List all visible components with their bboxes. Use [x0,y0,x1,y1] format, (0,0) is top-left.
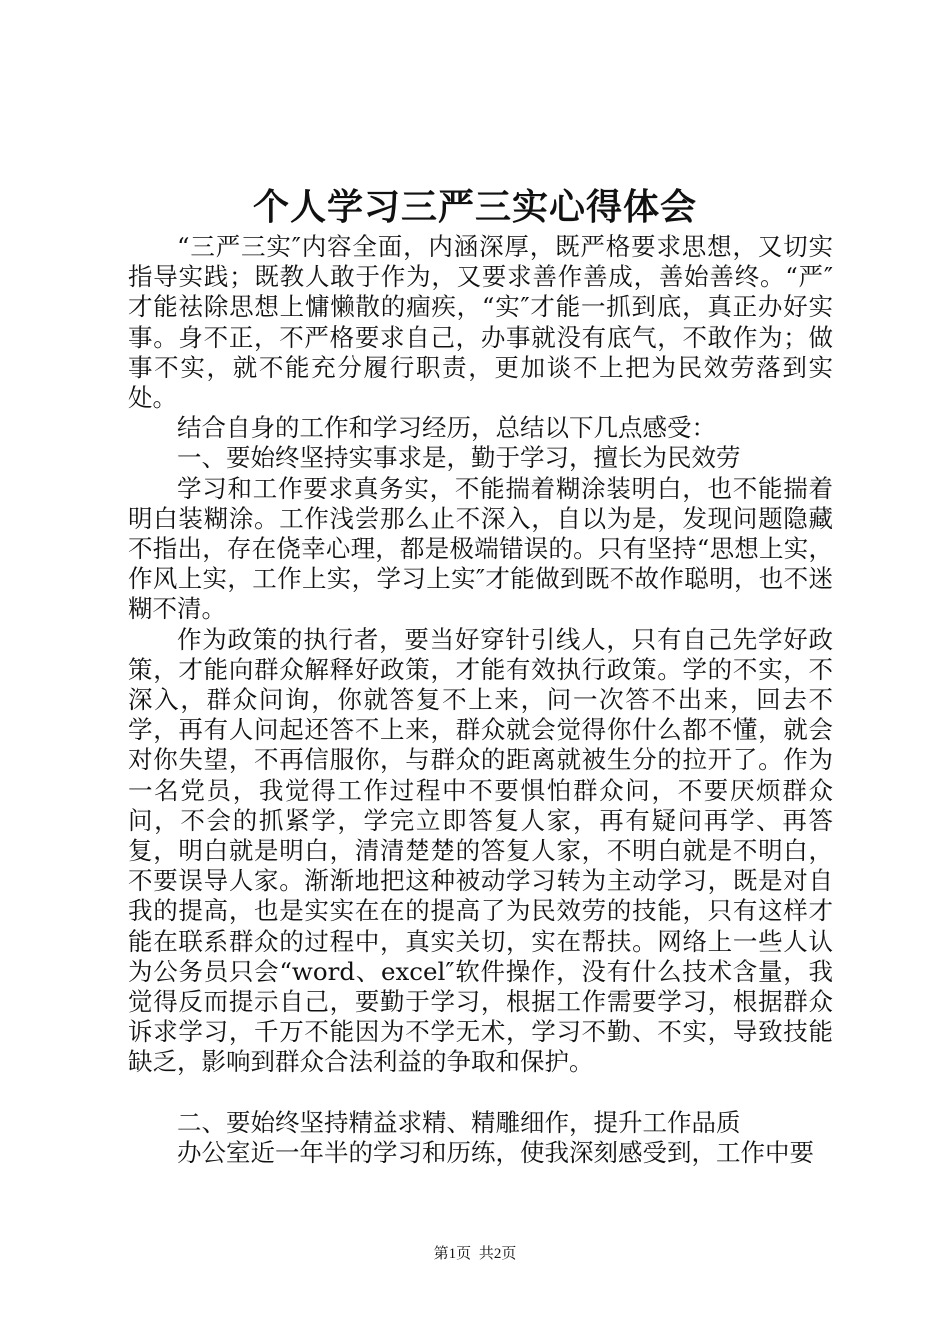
page-footer [0,1243,950,1265]
document-body [128,232,833,1168]
page-number: 第1页 [433,1246,472,1262]
page-total: 共2页 [478,1246,517,1262]
paragraph-section1-b: 作为政策的执行者，要当好穿针引线人，只有自己先学好政策，才能向群众解释好政策，才能有效执行政策。学的不实，不深入，群众问询，你就答复不上来，问一次答不出来，回去不学，再有人问起还答不上来，群众就会觉得你什么都不懂，就会对你失望，不再信服你，与群众的距离就被生分的拉开了。作为一名党员，我觉得工作过程中不要惧怕群众问，不要厌烦群众问，不会的抓紧学，学完立即答复人家，再有疑问再学、再答复，明白就是明白，清清楚楚的答复人家，不明白就是不明白，不要误导人家。渐渐地把这种被动学习转为主动学习，既是对自我的提高，也是实实在在的提高了为民效劳的技能，只有这样才能在联系群众的过程中，真实关切，实在帮扶。网络上一些人认为公务员只会“word、excel″软件操作，没有什么技术含量，我觉得反而提示自己，要勤于学习，根据工作需要学习，根据群众诉求学习，千万不能因为不学无术，学习不勤、不实，导致技能缺乏，影响到群众合法利益的争取和保护。 [128,624,833,1077]
paragraph-gap [128,1078,833,1108]
document-title: 个人学习三严三实心得体会 [252,186,697,228]
paragraph-section1-a: 学习和工作要求真务实，不能揣着糊涂装明白，也不能揣着明白装糊涂。工作浅尝那么止不深入，自以为是，发现问题隐藏不指出，存在侥幸心理，都是极端错误的。只有坚持“思想上实，作风上实，工作上实，学习上实″才能做到既不故作聪明，也不迷糊不清。 [128,473,833,624]
paragraph-section2-a: 办公室近一年半的学习和历练，使我深刻感受到，工作中要 [177,1137,814,1167]
paragraph-summary: 结合自身的工作和学习经历，总结以下几点感受： [177,413,716,443]
section-heading-2: 二、要始终坚持精益求精、精雕细作，提升工作品质 [177,1107,741,1137]
section-heading-1: 一、要始终坚持实事求是，勤于学习，擅长为民效劳 [177,443,741,473]
paragraph-intro: “三严三实″内容全面，内涵深厚，既严格要求思想，又切实指导实践；既教人敢于作为，又要求善作善成，善始善终。“严″才能祛除思想上慵懒散的痼疾，“实″才能一抓到底，真正办好实事。身不正，不严格要求自己，办事就没有底气，不敢作为；做事不实，就不能充分履行职责，更加谈不上把为民效劳落到实处。 [128,232,833,413]
